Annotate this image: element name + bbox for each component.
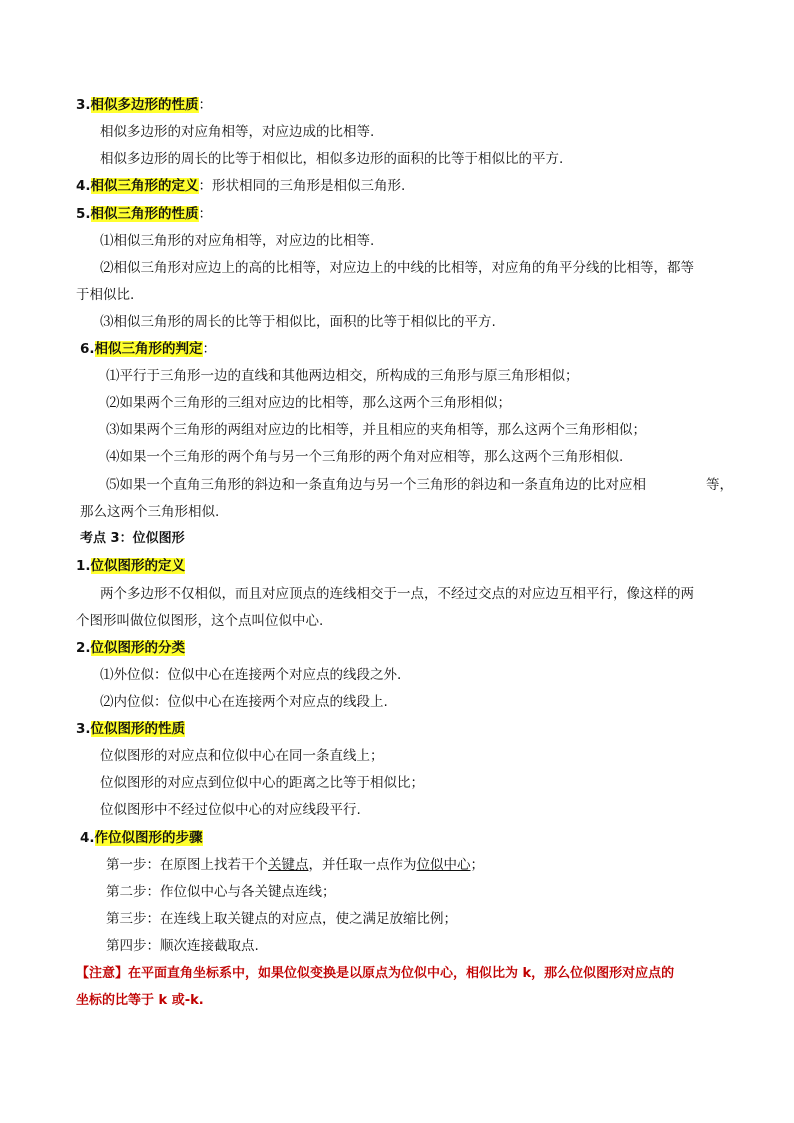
highlighted-title: 相似三角形的性质 <box>90 206 199 222</box>
paragraph: 相似多边形的对应角相等，对应边成的比相等. <box>100 124 375 140</box>
highlighted-title: 相似多边形的性质 <box>90 97 199 113</box>
section-number: 6. <box>80 341 95 357</box>
paragraph-continuation: 个图形叫做位似图形，这个点叫位似中心. <box>76 613 324 629</box>
list-item: ⑷如果一个三角形的两个角与另一个三角形的两个角对应相等，那么这两个三角形相似. <box>106 449 624 465</box>
list-item: ⑵相似三角形对应边上的高的比相等，对应边上的中线的比相等，对应角的角平分线的比相等，都等 <box>100 260 694 276</box>
list-item: ⑵如果两个三角形的三组对应边的比相等，那么这两个三角形相似； <box>106 395 511 411</box>
heading-homothety-properties <box>76 720 185 738</box>
heading-homothety-classification <box>76 639 185 657</box>
section-number: 2. <box>76 640 91 656</box>
list-item: ⑵内位似：位似中心在连接两个对应点的线段上. <box>100 694 388 710</box>
list-item: ⑸如果一个直角三角形的斜边和一条直角边与另一个三角形的斜边和一条直角边的比对应相 <box>106 477 646 493</box>
section-number: 3. <box>76 721 91 737</box>
list-item: ⑶相似三角形的周长的比等于相似比，面积的比等于相似比的平方. <box>100 314 496 330</box>
heading-similar-triangle-properties <box>76 205 212 223</box>
section-number: 4. <box>76 178 91 194</box>
underlined-term: 关键点 <box>268 857 309 873</box>
topic-heading: 考点 3：位似图形 <box>80 531 185 546</box>
colon: ： <box>198 97 213 113</box>
step-text: ，并任取一点作为 <box>308 857 417 873</box>
section-number: 4. <box>80 830 95 846</box>
list-item: ⑴外位似：位似中心在连接两个对应点的线段之外. <box>100 667 402 683</box>
paragraph: 位似图形的对应点到位似中心的距离之比等于相似比； <box>100 775 424 791</box>
note-line: 【注意】在平面直角坐标系中，如果位似变换是以原点为位似中心，相似比为 k，那么位似图形对应点的 <box>76 966 675 981</box>
step-3: 第三步：在连线上取关键点的对应点，使之满足放缩比例； <box>106 911 457 927</box>
definition-text: ：形状相同的三角形是相似三角形. <box>198 178 406 194</box>
heading-homothety-definition <box>76 557 185 575</box>
step-text: ； <box>470 857 484 873</box>
step-text: 第一步：在原图上找若干个 <box>106 857 268 873</box>
section-number: 5. <box>76 206 91 222</box>
list-item: ⑴平行于三角形一边的直线和其他两边相交，所构成的三角形与原三角形相似； <box>106 368 579 384</box>
underlined-term: 位似中心 <box>416 857 471 873</box>
step-1 <box>106 856 484 874</box>
colon: ： <box>202 341 217 357</box>
paragraph: 位似图形的对应点和位似中心在同一条直线上； <box>100 748 384 764</box>
highlighted-title: 作位似图形的步骤 <box>94 830 203 846</box>
section-number: 3. <box>76 97 91 113</box>
highlighted-title: 位似图形的性质 <box>90 721 186 737</box>
list-item-end: 等， <box>706 477 733 493</box>
highlighted-title: 位似图形的定义 <box>90 558 186 574</box>
list-item-continuation: 那么这两个三角形相似. <box>80 504 220 520</box>
section-number: 1. <box>76 558 91 574</box>
list-item-continuation: 于相似比. <box>76 287 135 303</box>
highlighted-title: 位似图形的分类 <box>90 640 186 656</box>
paragraph: 位似图形中不经过位似中心的对应线段平行. <box>100 802 361 818</box>
heading-similar-polygon-properties <box>76 96 212 114</box>
step-4: 第四步：顺次连接截取点. <box>106 938 259 954</box>
note-line: 坐标的比等于 k 或-k. <box>76 993 204 1008</box>
paragraph: 相似多边形的周长的比等于相似比，相似多边形的面积的比等于相似比的平方. <box>100 151 564 167</box>
list-item: ⑴相似三角形的对应角相等，对应边的比相等. <box>100 233 375 249</box>
heading-homothety-steps <box>80 829 203 847</box>
colon: ： <box>198 206 213 222</box>
heading-similar-triangle-criteria <box>80 340 216 358</box>
highlighted-title: 相似三角形的定义 <box>90 178 199 194</box>
paragraph: 两个多边形不仅相似，而且对应顶点的连线相交于一点，不经过交点的对应边互相平行，像这样的两 <box>100 586 694 602</box>
highlighted-title: 相似三角形的判定 <box>94 341 203 357</box>
step-2: 第二步：作位似中心与各关键点连线； <box>106 884 336 900</box>
heading-similar-triangle-definition <box>76 177 405 195</box>
list-item: ⑶如果两个三角形的两组对应边的比相等，并且相应的夹角相等，那么这两个三角形相似； <box>106 422 646 438</box>
